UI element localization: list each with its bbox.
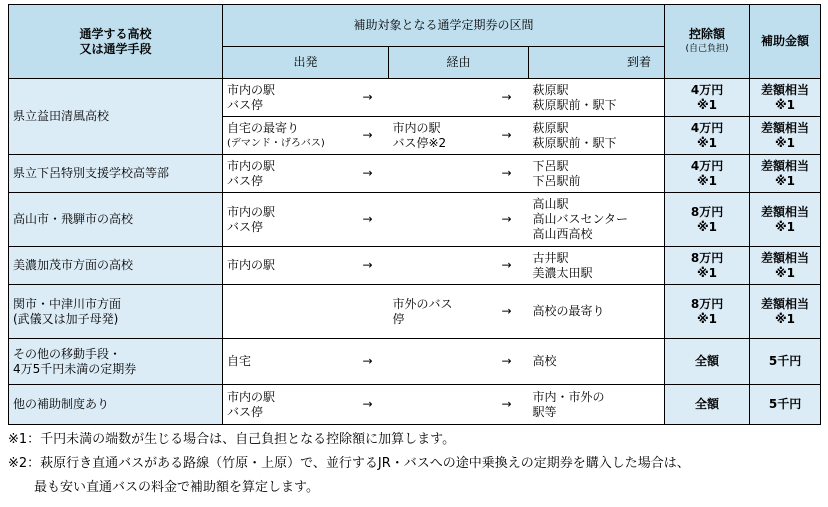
- departure-cell: [223, 247, 347, 285]
- departure-cell-line: バス停: [227, 404, 264, 419]
- via-cell: [389, 339, 485, 385]
- deduction-cell: [665, 285, 750, 339]
- deduction-cell-line: ※1: [697, 135, 718, 150]
- header-section: 補助対象となる通学定期券の区間: [223, 5, 665, 47]
- arrow-cell: →: [485, 339, 529, 385]
- subsidy-cell-line: 差額相当: [761, 204, 810, 219]
- arrow-cell: →: [485, 117, 529, 155]
- school-cell-line: 美濃加茂市方面の高校: [13, 258, 134, 272]
- arrival-cell: [529, 247, 665, 285]
- arrival-cell: [529, 193, 665, 247]
- school-cell: [9, 155, 223, 193]
- school-cell: [9, 339, 223, 385]
- deduction-cell-line: 8万円: [690, 204, 724, 219]
- deduction-cell-line: ※1: [697, 311, 718, 326]
- subsidy-cell: [750, 285, 821, 339]
- school-cell-line: 県立下呂特別支援学校高等部: [13, 166, 170, 180]
- departure-cell-line: バス停: [227, 97, 264, 112]
- header-school-line2: 又は通学手段: [79, 41, 152, 56]
- subsidy-cell-line: 差額相当: [761, 296, 810, 311]
- deduction-cell: [665, 193, 750, 247]
- arrival-cell-line: 古井駅: [532, 250, 569, 265]
- deduction-cell-line: 8万円: [690, 250, 724, 265]
- arrow-cell: →: [347, 117, 389, 155]
- deduction-cell-line: 8万円: [690, 296, 724, 311]
- deduction-cell-line: ※1: [697, 219, 718, 234]
- departure-cell-line: 市内の駅: [227, 204, 276, 219]
- school-cell-line: その他の移動手段・: [13, 346, 122, 361]
- departure-cell: [223, 155, 347, 193]
- via-cell-line: バス停※2: [392, 135, 447, 150]
- school-cell-line: 4万5千円未満の定期券: [13, 361, 137, 376]
- deduction-cell-line: 全額: [695, 354, 720, 368]
- arrival-cell: [529, 385, 665, 425]
- via-cell: [389, 117, 485, 155]
- school-cell-line: (武儀又は加子母発): [13, 311, 119, 326]
- deduction-cell-line: 4万円: [690, 120, 724, 135]
- deduction-cell-line: ※1: [697, 265, 718, 280]
- arrival-cell-line: 高山バスセンター: [532, 212, 629, 226]
- school-cell: [9, 193, 223, 247]
- school-cell-line: 関市・中津川市方面: [13, 296, 122, 311]
- deduction-cell-line: 全額: [695, 397, 720, 411]
- arrival-cell-line: 市内・市外の: [532, 389, 605, 404]
- via-cell: [389, 285, 485, 339]
- arrow-cell: →: [485, 155, 529, 193]
- subsidy-cell-line: 5千円: [768, 397, 802, 411]
- arrow-cell: →: [485, 79, 529, 117]
- via-cell: [389, 385, 485, 425]
- subsidy-cell-line: ※1: [775, 97, 796, 112]
- via-cell: [389, 247, 485, 285]
- deduction-cell: [665, 155, 750, 193]
- subsidy-cell-line: ※1: [775, 173, 796, 188]
- subsidy-cell-line: ※1: [775, 219, 796, 234]
- school-cell: [9, 247, 223, 285]
- subsidy-cell-line: ※1: [775, 311, 796, 326]
- via-cell-line: 市内の駅: [392, 120, 441, 135]
- departure-cell: [223, 193, 347, 247]
- arrival-cell-line: 高校: [532, 354, 557, 368]
- deduction-cell: [665, 339, 750, 385]
- arrival-cell-line: 下呂駅前: [532, 173, 581, 188]
- via-cell: [389, 79, 485, 117]
- header-deduction-label: 控除額: [689, 26, 726, 41]
- arrival-cell-line: 萩原駅: [532, 120, 569, 135]
- departure-cell-line: 自宅: [227, 354, 252, 368]
- via-cell-line: 停: [392, 311, 405, 326]
- subsidy-cell-line: 差額相当: [761, 250, 810, 265]
- table-row: [9, 385, 821, 425]
- arrival-cell-line: 駅等: [532, 404, 557, 419]
- arrow-cell: [347, 285, 389, 339]
- deduction-cell: [665, 117, 750, 155]
- header-school-line1: 通学する高校: [79, 26, 152, 41]
- arrow-cell: →: [347, 155, 389, 193]
- departure-cell-line: (デマンド・げろバス): [227, 137, 325, 149]
- subsidy-cell: [750, 155, 821, 193]
- arrival-cell-line: 美濃太田駅: [532, 265, 593, 280]
- departure-cell-line: 市内の駅: [227, 158, 276, 173]
- subsidy-cell: [750, 385, 821, 425]
- arrival-cell-line: 下呂駅: [532, 158, 569, 173]
- subsidy-cell: [750, 193, 821, 247]
- footnotes: [8, 428, 690, 500]
- arrow-cell: →: [485, 247, 529, 285]
- via-cell: [389, 155, 485, 193]
- arrival-cell-line: 萩原駅: [532, 82, 569, 97]
- deduction-cell-line: 4万円: [690, 82, 724, 97]
- departure-cell-line: バス停: [227, 173, 264, 188]
- departure-cell-line: 市内の駅: [227, 258, 276, 272]
- header-arrival: 到着: [529, 47, 750, 79]
- subsidy-table: [8, 4, 821, 425]
- arrival-cell-line: 高山駅: [532, 197, 569, 211]
- footnote-line: ※1：千円未満の端数が生じる場合は、自己負担となる控除額に加算します。: [8, 432, 456, 447]
- school-cell-line: 県立益田清風高校: [13, 109, 110, 123]
- deduction-cell-line: ※1: [697, 173, 718, 188]
- departure-cell-line: 市内の駅: [227, 389, 276, 404]
- header-subsidy: 補助金額: [750, 5, 821, 79]
- departure-cell-line: バス停: [227, 219, 264, 234]
- arrow-cell: →: [347, 339, 389, 385]
- arrow-cell: →: [485, 285, 529, 339]
- departure-cell-line: 市内の駅: [227, 82, 276, 97]
- arrival-cell: [529, 339, 665, 385]
- via-cell-line: 市外のバス: [392, 296, 453, 311]
- table-row: [9, 285, 821, 339]
- table-row: [9, 247, 821, 285]
- subsidy-cell-line: 差額相当: [761, 120, 810, 135]
- subsidy-cell: [750, 339, 821, 385]
- header-departure: 出発: [223, 47, 389, 79]
- subsidy-cell-line: 5千円: [768, 354, 802, 368]
- arrival-cell: [529, 117, 665, 155]
- school-cell: [9, 79, 223, 155]
- arrow-cell: →: [485, 385, 529, 425]
- table-row: [9, 79, 821, 117]
- table-row: [9, 155, 821, 193]
- arrival-cell-line: 高校の最寄り: [532, 304, 605, 318]
- arrow-cell: →: [485, 193, 529, 247]
- header-deduction-sub: (自己負担): [685, 43, 729, 54]
- school-cell-line: 高山市・飛騨市の高校: [13, 212, 134, 226]
- subsidy-cell: [750, 247, 821, 285]
- header-school: [9, 5, 223, 79]
- departure-cell: [223, 285, 347, 339]
- arrow-cell: →: [347, 247, 389, 285]
- arrival-cell-line: 萩原駅前・駅下: [532, 97, 617, 112]
- arrival-cell-line: 高山西高校: [532, 227, 593, 241]
- footnote-line: ※2：萩原行き直通バスがある路線（竹原・上原）で、並行するJR・バスへの途中乗換えの定期券を購入した場合は、: [8, 456, 690, 471]
- arrival-cell: [529, 79, 665, 117]
- subsidy-cell: [750, 79, 821, 117]
- arrival-cell-line: 萩原駅前・駅下: [532, 135, 617, 150]
- school-cell: [9, 285, 223, 339]
- table-row: [9, 193, 821, 247]
- subsidy-cell-line: ※1: [775, 135, 796, 150]
- school-cell-line: 他の補助制度あり: [13, 397, 110, 411]
- arrow-cell: →: [347, 385, 389, 425]
- departure-cell: [223, 79, 347, 117]
- arrow-cell: →: [347, 79, 389, 117]
- deduction-cell-line: 4万円: [690, 158, 724, 173]
- via-cell: [389, 193, 485, 247]
- deduction-cell: [665, 247, 750, 285]
- subsidy-cell-line: ※1: [775, 265, 796, 280]
- subsidy-cell: [750, 117, 821, 155]
- subsidy-table-container: [8, 4, 820, 425]
- arrival-cell: [529, 155, 665, 193]
- arrival-cell: [529, 285, 665, 339]
- departure-cell: [223, 339, 347, 385]
- departure-cell-line: 自宅の最寄り: [227, 120, 300, 135]
- table-body: [9, 79, 821, 425]
- table-row: [9, 339, 821, 385]
- deduction-cell: [665, 79, 750, 117]
- header-via: 経由: [389, 47, 529, 79]
- subsidy-cell-line: 差額相当: [761, 158, 810, 173]
- deduction-cell-line: ※1: [697, 97, 718, 112]
- departure-cell: [223, 117, 347, 155]
- subsidy-cell-line: 差額相当: [761, 82, 810, 97]
- footnote-line: 最も安い直通バスの料金で補助額を算定します。: [8, 480, 319, 495]
- arrow-cell: →: [347, 193, 389, 247]
- departure-cell: [223, 385, 347, 425]
- school-cell: [9, 385, 223, 425]
- deduction-cell: [665, 385, 750, 425]
